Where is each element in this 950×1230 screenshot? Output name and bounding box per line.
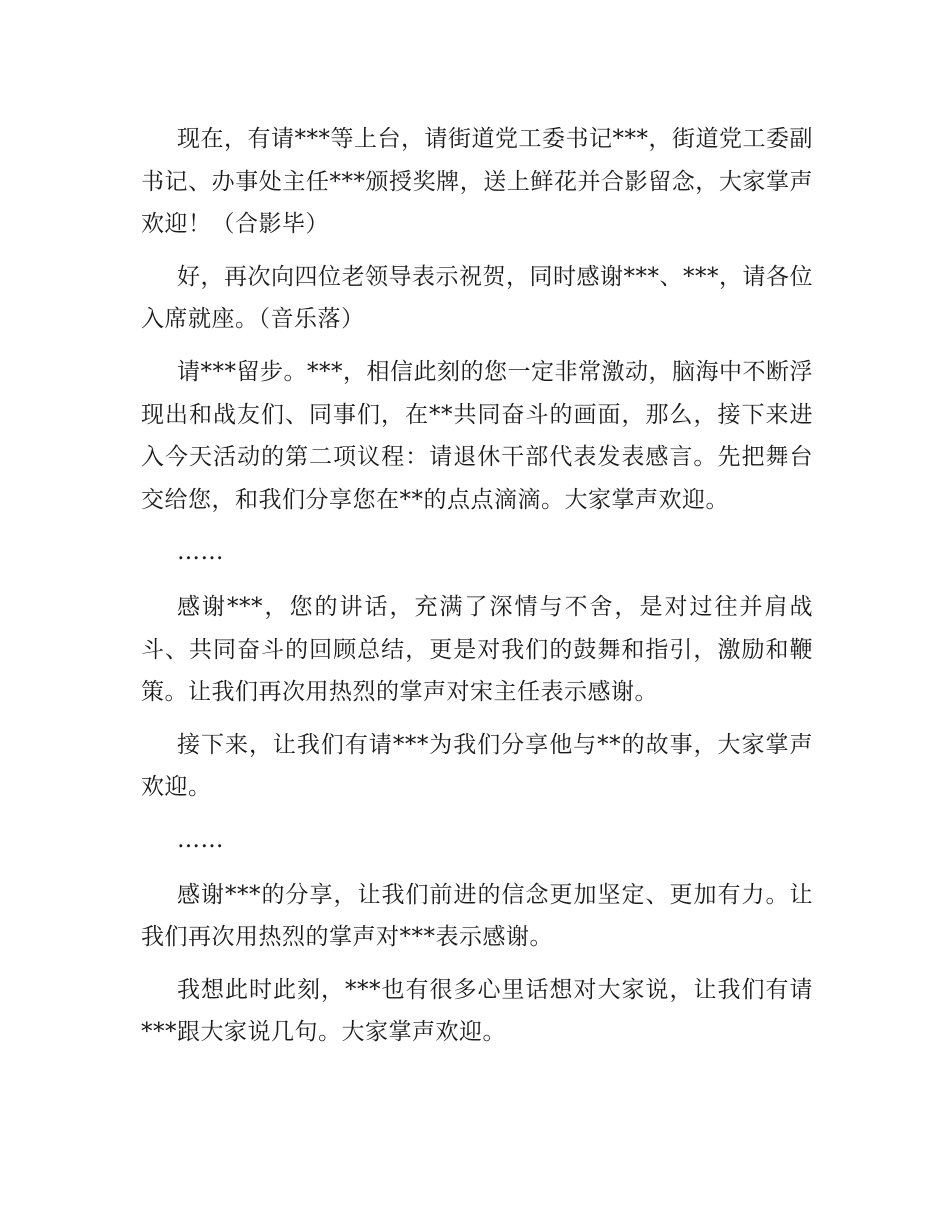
paragraph-ellipsis: …… [177,539,224,566]
paragraph-thanks-sharing: 感谢***的分享，让我们前进的信念更加坚定、更加有力。让我们再次用热烈的掌声对***表示感谢。 [141,881,813,951]
paragraph-thanks-speech: 感谢***，您的讲话，充满了深情与不舍，是对过往并肩战斗、共同奋斗的回顾总结，更是对我们的鼓舞和指引，激励和鞭策。让我们再次用热烈的掌声对宋主任表示感谢。 [141,593,813,706]
paragraph-invite-remarks: 我想此时此刻，***也有很多心里话想对大家说，让我们有请***跟大家说几句。大家掌声欢迎。 [141,976,813,1046]
paragraph-ellipsis: …… [177,826,224,853]
paragraph-award-ceremony: 现在，有请***等上台，请街道党工委书记***，街道党工委副书记、办事处主任***颁授奖牌，送上鲜花并合影留念，大家掌声欢迎！（合影毕） [141,126,813,238]
paragraph-congratulations: 好，再次向四位老领导表示祝贺，同时感谢***、***，请各位入席就座。（音乐落） [141,263,813,333]
paragraph-story-intro: 接下来，让我们有请***为我们分享他与**的故事，大家掌声欢迎。 [141,731,813,801]
document-body [141,118,813,1064]
paragraph-retiree-speech-intro: 请***留步。***，相信此刻的您一定非常激动，脑海中不断浮现出和战友们、同事们，在**共同奋斗的画面，那么，接下来进入今天活动的第二项议程：请退休干部代表发表感言。先把舞台交给您，和我们分享您在**的点点滴滴。大家掌声欢迎。 [141,358,813,513]
